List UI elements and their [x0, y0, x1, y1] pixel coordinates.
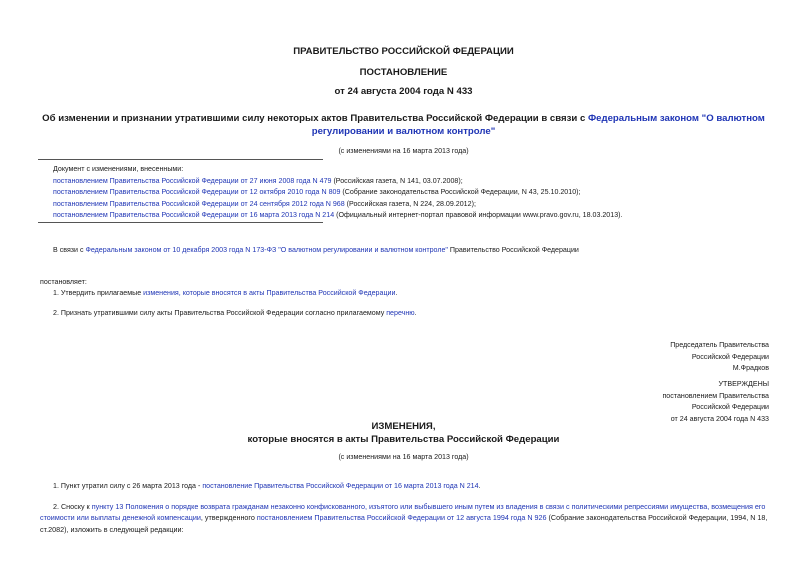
change-text: 1. Пункт утратил силу с 26 марта 2013 года -	[53, 482, 203, 490]
amendment-item	[53, 210, 622, 222]
divider-bottom	[38, 222, 323, 223]
divider-top	[38, 159, 323, 160]
amendment-source: (Российская газета, N 224, 28.09.2012);	[344, 199, 476, 208]
change-text: (Собрание законодательства Российской Федерации, 1994, N 18, ст.2082), изложить в следующей редакции:	[40, 513, 768, 534]
signature-name: М.Фрадков	[732, 364, 769, 372]
currency-law-link[interactable]: Федеральным законом "О валютном	[587, 113, 765, 124]
list-link[interactable]: перечню	[386, 309, 415, 317]
change-item-1	[53, 481, 481, 493]
decree-text: .	[395, 289, 398, 297]
federal-law-link[interactable]: Федеральным законом от 10 декабря 2003 года N 173-ФЗ "О валютном регулировании и валютном контроле"	[85, 246, 448, 254]
amendments-block	[53, 164, 622, 222]
preamble	[53, 245, 579, 257]
approved-country: Российской Федерации	[691, 403, 769, 411]
signature-position: Председатель Правительства	[670, 341, 769, 349]
amended-note: (с изменениями на 16 марта 2013 года)	[338, 147, 469, 155]
government-heading: ПРАВИТЕЛЬСТВО РОССИЙСКОЙ ФЕДЕРАЦИИ	[293, 46, 514, 57]
amendment-link-3[interactable]: постановлением Правительства Российской Федерации от 24 сентября 2012 года N 968	[53, 199, 345, 208]
preamble-text: Правительство Российской Федерации	[447, 246, 579, 254]
document-date: от 24 августа 2004 года N 433	[334, 86, 473, 97]
decree-214-link[interactable]: постановление Правительства Российской Федерации от 16 марта 2013 года N 214	[202, 482, 479, 490]
decree-item-2	[53, 308, 417, 320]
changes-heading: ИЗМЕНЕНИЯ,	[371, 421, 436, 432]
approved-by: постановлением Правительства	[662, 391, 769, 400]
amendment-source: (Российская газета, N 141, 03.07.2008);	[331, 176, 463, 185]
amendment-link-1[interactable]: постановлением Правительства Российской Федерации от 27 июня 2008 года N 479	[53, 176, 332, 185]
signature-country: Российской Федерации	[691, 352, 769, 361]
currency-law-link-cont[interactable]: регулировании и валютном контроле"	[311, 125, 496, 137]
decree-word: постановляет:	[40, 278, 87, 286]
decree-text: .	[414, 309, 417, 317]
approval-block	[662, 379, 769, 425]
changes-amended-note: (с изменениями на 16 марта 2013 года)	[338, 453, 469, 461]
change-text: 2. Сноску к	[53, 502, 92, 511]
decree-text: 1. Утвердить прилагаемые	[53, 289, 144, 297]
change-item-2	[40, 501, 770, 535]
change-text: .	[478, 482, 481, 490]
decree-926-link[interactable]: постановлением Правительства Российской Федерации от 12 августа 1994 года N 926	[256, 513, 547, 523]
document-type: ПОСТАНОВЛЕНИЕ	[359, 67, 448, 78]
decree-text: 2. Признать утратившими силу акты Правительства Российской Федерации согласно прилагаемому	[53, 309, 387, 317]
amendments-intro: Документ с изменениями, внесенными:	[53, 165, 184, 173]
title-text: Об изменении и признании утратившими силу некоторых актов Правительства Российской Федерации в связи с	[42, 113, 588, 124]
decree-item-1	[53, 288, 397, 300]
regulation-link[interactable]: пункту 13 Положения о порядке возврата гражданам незаконно конфискованного, изъятого или выбывшего иным путем из владения в связи с политическими репрессиями имущества, возмещения его стоимости или выплаты денежной компенсации	[40, 502, 766, 523]
change-text: , утвержденного	[200, 513, 257, 523]
changes-title	[0, 421, 807, 446]
preamble-text: В связи с	[53, 246, 86, 254]
amendment-item	[53, 176, 622, 188]
amendment-link-4[interactable]: постановлением Правительства Российской Федерации от 16 марта 2013 года N 214	[53, 211, 335, 219]
changes-link[interactable]: изменения, которые вносятся в акты Правительства Российской Федерации	[143, 289, 396, 297]
amendment-link-2[interactable]: постановлением Правительства Российской Федерации от 12 октября 2010 года N 809	[53, 188, 341, 196]
amendment-item	[53, 199, 622, 211]
changes-subheading: которые вносятся в акты Правительства Российской Федерации	[247, 433, 560, 445]
signature-block	[670, 340, 769, 375]
approved-label: УТВЕРЖДЕНЫ	[718, 380, 769, 388]
approved-date: от 24 августа 2004 года N 433	[670, 414, 769, 423]
amendment-item	[53, 187, 622, 199]
amendment-source: (Собрание законодательства Российской Федерации, N 43, 25.10.2010);	[340, 188, 581, 196]
amendment-source: (Официальный интернет-портал правовой информации www.pravo.gov.ru, 18.03.2013).	[334, 211, 623, 219]
document-title	[40, 113, 767, 138]
